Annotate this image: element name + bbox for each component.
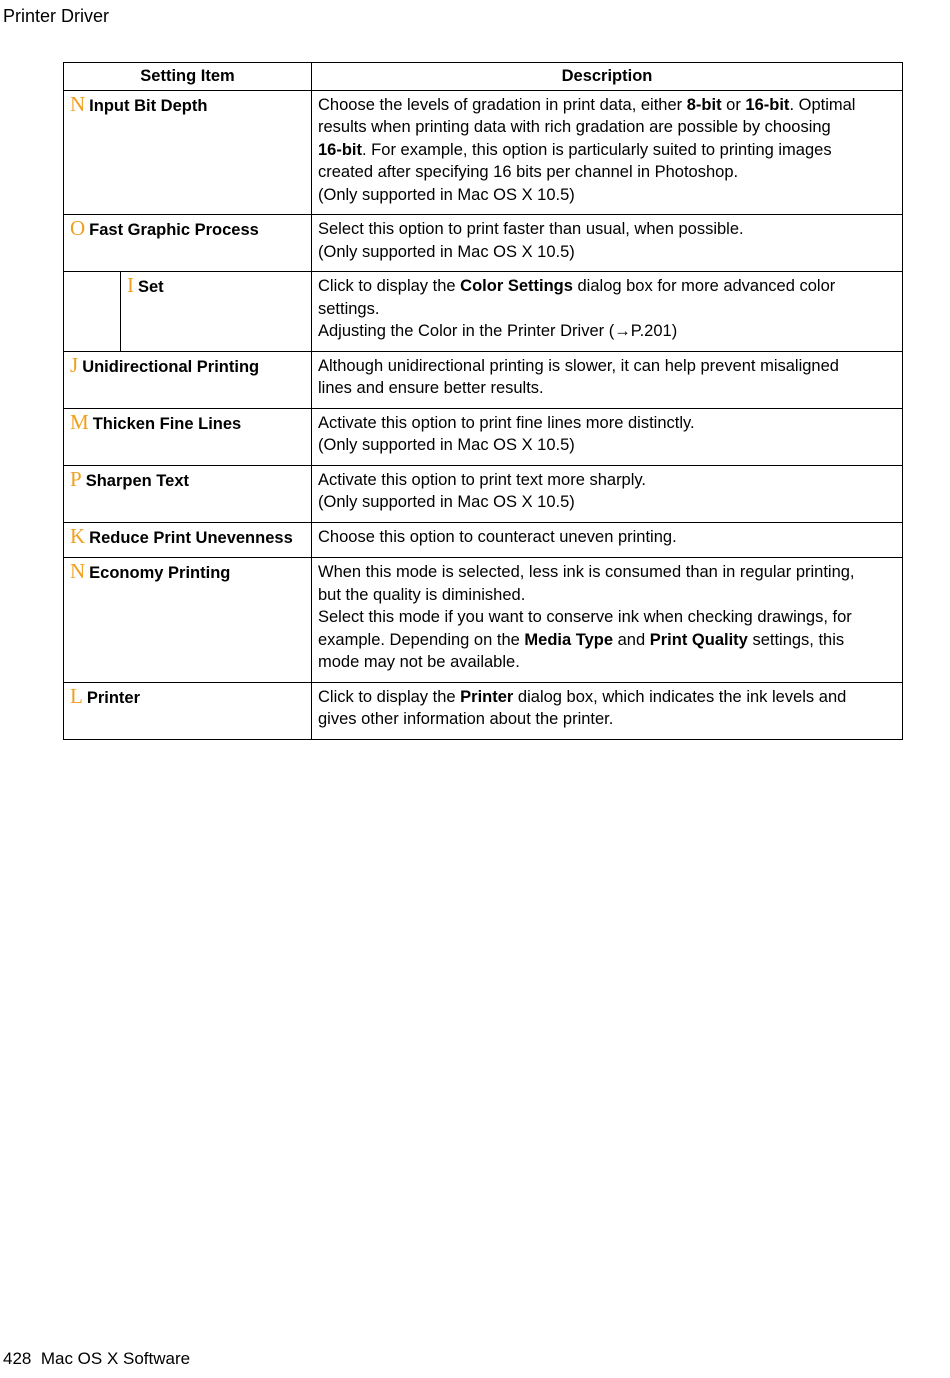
description-line: created after specifying 16 bits per channel in Photoshop.: [318, 163, 739, 181]
callout-marker: N: [70, 91, 86, 116]
bold-term: Media Type: [524, 630, 614, 649]
description-cell: [312, 351, 903, 408]
bold-term: 16-bit: [745, 95, 790, 114]
indent-spacer-cell: [64, 272, 121, 352]
callout-marker: I: [127, 273, 134, 297]
setting-item-cell: [64, 558, 312, 683]
table-header-row: [64, 63, 903, 91]
footer-section-title: Mac OS X Software: [40, 1349, 191, 1368]
callout-marker: O: [70, 216, 86, 240]
settings-table: [63, 62, 903, 740]
description-line: Click to display the Printer dialog box, which indicates the ink levels and: [318, 687, 847, 706]
bold-term: Print Quality: [649, 630, 748, 649]
setting-item-label: Input Bit Depth: [89, 96, 208, 115]
setting-item-label: Sharpen Text: [85, 471, 189, 490]
description-line: Select this option to print faster than usual, when possible.: [318, 220, 744, 238]
description-cell: [312, 465, 903, 522]
table-row: [64, 558, 903, 683]
setting-item-cell: [64, 408, 312, 465]
page-footer: [3, 1349, 190, 1369]
description-cell: [312, 522, 903, 558]
setting-item-cell: [64, 215, 312, 272]
description-line: Select this mode if you want to conserve ink when checking drawings, for: [318, 608, 852, 626]
description-line: Activate this option to print fine lines more distinctly.: [318, 413, 695, 432]
description-line: mode may not be available.: [318, 653, 520, 671]
setting-item-label: Reduce Print Unevenness: [89, 528, 293, 547]
table-row: [64, 215, 903, 272]
table-row: [64, 272, 903, 352]
setting-item-cell: [64, 351, 312, 408]
description-line: (Only supported in Mac OS X 10.5): [318, 185, 575, 204]
table-row: [64, 90, 903, 215]
setting-item-label: Unidirectional Printing: [82, 357, 260, 376]
callout-marker: N: [70, 559, 86, 583]
running-head: Printer Driver: [3, 6, 110, 26]
description-cell: [312, 272, 903, 352]
setting-item-label: Printer: [86, 688, 141, 707]
description-line: (Only supported in Mac OS X 10.5): [318, 436, 575, 454]
description-line: 16-bit. For example, this option is particularly suited to printing images: [318, 140, 832, 159]
setting-item-cell: [64, 90, 312, 215]
bold-term: Color Settings: [460, 277, 573, 295]
description-line: When this mode is selected, less ink is consumed than in regular printing,: [318, 563, 855, 581]
description-line: Adjusting the Color in the Printer Driver (→P.201): [318, 322, 678, 340]
table-row: [64, 351, 903, 408]
description-line: lines and ensure better results.: [318, 379, 544, 397]
description-line: Click to display the Color Settings dialog box for more advanced color: [318, 277, 836, 295]
callout-marker: K: [70, 523, 86, 548]
description-cell: [312, 682, 903, 739]
description-line: gives other information about the printer.: [318, 710, 614, 728]
setting-item-cell: [64, 465, 312, 522]
description-line: but the quality is diminished.: [318, 585, 526, 604]
description-line: Choose the levels of gradation in print data, either 8-bit or 16-bit. Optimal: [318, 95, 856, 114]
description-line: settings.: [318, 299, 380, 318]
setting-item-label: Fast Graphic Process: [89, 221, 259, 239]
description-line: Although unidirectional printing is slower, it can help prevent misaligned: [318, 356, 839, 375]
description-cell: [312, 558, 903, 683]
description-line: (Only supported in Mac OS X 10.5): [318, 493, 575, 511]
page-number: 428: [3, 1349, 32, 1368]
setting-item-label: Set: [138, 278, 164, 296]
description-line: Choose this option to counteract uneven printing.: [318, 527, 677, 546]
table-row: [64, 682, 903, 739]
table-row: [64, 522, 903, 558]
setting-item-label: Thicken Fine Lines: [92, 414, 242, 433]
bold-term: 8-bit: [686, 95, 722, 114]
callout-marker: J: [70, 352, 79, 377]
description-line: example. Depending on the Media Type and Print Quality settings, this: [318, 630, 845, 649]
bold-term: Printer: [460, 687, 514, 706]
description-line: results when printing data with rich gradation are possible by choosing: [318, 118, 831, 136]
table-row: [64, 408, 903, 465]
description-line: (Only supported in Mac OS X 10.5): [318, 242, 575, 261]
table-row: [64, 465, 903, 522]
callout-marker: L: [70, 683, 83, 708]
header-description: Description: [312, 63, 903, 91]
callout-marker: P: [70, 466, 82, 491]
bold-term: 16-bit: [318, 140, 363, 159]
description-cell: [312, 408, 903, 465]
setting-item-cell: [121, 272, 312, 352]
callout-marker: M: [70, 409, 89, 434]
header-setting-item: Setting Item: [64, 63, 312, 91]
description-line: Activate this option to print text more sharply.: [318, 470, 647, 489]
setting-item-cell: [64, 682, 312, 739]
setting-item-label: Economy Printing: [89, 564, 231, 582]
setting-item-cell: [64, 522, 312, 558]
description-cell: [312, 90, 903, 215]
description-cell: [312, 215, 903, 272]
